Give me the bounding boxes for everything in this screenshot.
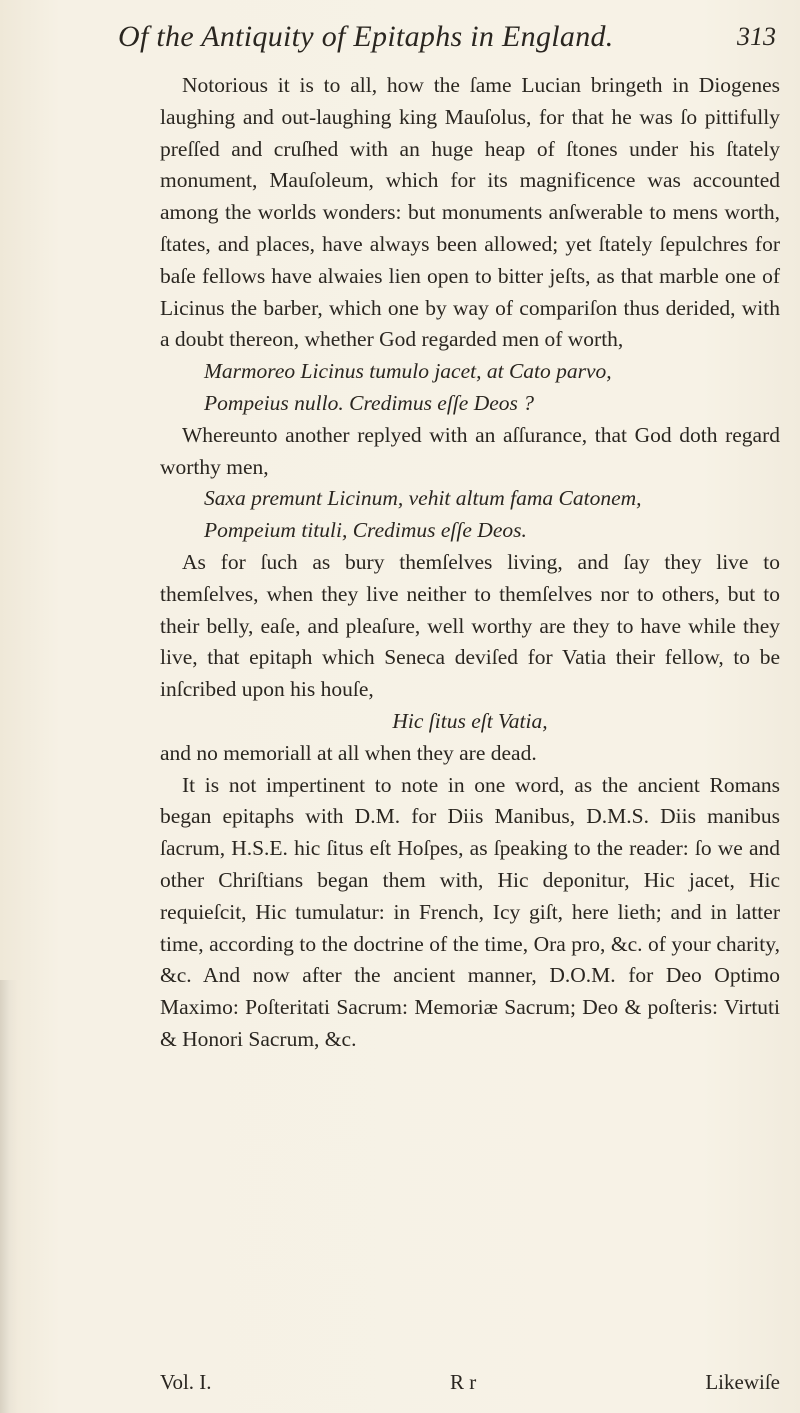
verse-line: Saxa premunt Licinum, vehit altum fama Catonem, (204, 486, 642, 511)
running-title: Of the Antiquity of Epitaphs in England. (118, 20, 614, 53)
binding-shadow (0, 980, 18, 1413)
paragraph-diogenes: Notorious it is to all, how the ſame Lucian bringeth in Diogenes laughing and out-laughing king Mauſolus, for that he was ſo pittifully preſſed and cruſhed with an huge heap of ſtones under his ſtately monument, Mauſoleum, which for its magnificence was accounted among the worlds wonders: but monuments anſwerable to mens worth, ſtates, and places, have always been allowed; yet ſtately ſepulchres for baſe fellows have alwaies lien open to bitter jeſts, as that marble one of Licinus the barber, which one by way of compariſon thus derided, with a doubt thereon, whether God regarded men of worth, (160, 73, 780, 352)
verse-line: Pompeium tituli, Credimus eſſe Deos. (204, 518, 527, 543)
latin-verse-licinus (160, 356, 780, 420)
paragraph-seneca: As for ſuch as bury themſelves living, and ſay they live to themſelves, when they live neither to themſelves nor to others, but to their belly, eaſe, and pleaſure, well worthy are they to have while they live, that epitaph which Seneca deviſed for Vatia their fellow, to be inſcribed upon his houſe, (160, 549, 780, 702)
verse-line: Marmoreo Licinus tumulo jacet, at Cato parvo, (204, 359, 612, 384)
paragraph-reply: Whereunto another replyed with an aſſurance, that God doth regard worthy men, (160, 422, 780, 479)
volume-signature: Vol. I. (160, 1370, 212, 1394)
catchword: Likewiſe (705, 1370, 780, 1394)
page-number: 313 (737, 22, 776, 51)
latin-verse-cato (160, 483, 780, 547)
verse-line: Pompeius nullo. Credimus eſſe Deos ? (204, 390, 535, 415)
page-header (118, 20, 778, 70)
paragraph-memoriall: and no memoriall at all when they are dead. (160, 740, 537, 765)
body-text (160, 70, 780, 1056)
epitaph-vatia: Hic ſitus eſt Vatia, (392, 708, 548, 733)
gathering-signature: R r (450, 1370, 477, 1394)
page-footer (160, 1370, 780, 1404)
paragraph-romans: It is not impertinent to note in one word, as the ancient Romans began epitaphs with D.M. for Diis Manibus, D.M.S. Diis manibus ſacrum, H.S.E. hic ſitus eſt Hoſpes, as ſpeaking to the reader: ſo we and other Chriſtians began them with, Hic deponitur, Hic jacet, Hic requieſcit, Hic tumulatur: in French, Icy giſt, here lieth; and in latter time, according to the doctrine of the time, Ora pro, &c. of your charity, &c. And now after the ancient manner, D.O.M. for Deo Optimo Maximo: Poſteritati Sacrum: Memoriæ Sacrum; Deo & poſteris: Virtuti & Honori Sacrum, &c. (160, 772, 780, 1051)
